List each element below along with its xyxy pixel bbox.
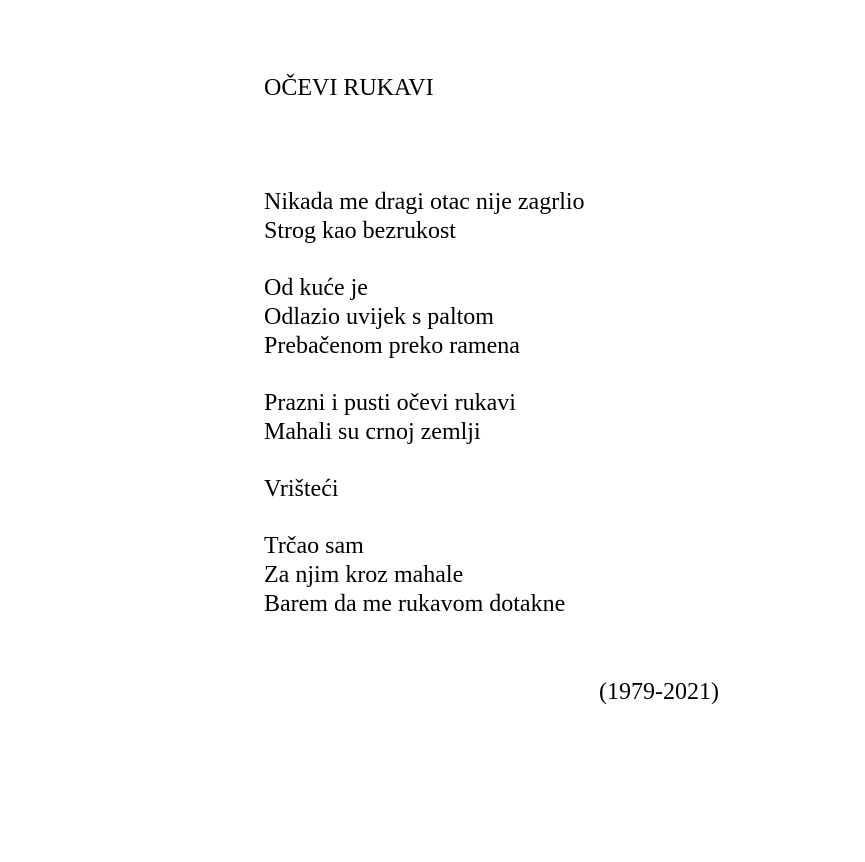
poem-line: Strog kao bezrukost [264, 218, 456, 244]
poem-line: Nikada me dragi otac nije zagrlio [264, 189, 585, 215]
poem-line: Odlazio uvijek s paltom [264, 304, 494, 330]
poem-line: Trčao sam [264, 533, 364, 559]
poem-line: Od kuće je [264, 275, 368, 301]
poem-line: Za njim kroz mahale [264, 562, 464, 588]
poem-body [264, 188, 585, 647]
stanza [264, 475, 585, 504]
stanza [264, 389, 585, 447]
poem-title: OČEVI RUKAVI [264, 75, 434, 101]
stanza [264, 274, 585, 361]
poem-years: (1979-2021) [599, 679, 719, 705]
poem-line: Mahali su crnoj zemlji [264, 419, 481, 445]
stanza [264, 188, 585, 246]
poem-line: Prazni i pusti očevi rukavi [264, 390, 516, 416]
poem-line: Barem da me rukavom dotakne [264, 591, 566, 617]
poem-line: Prebačenom preko ramena [264, 333, 520, 359]
poem-line: Vrišteći [264, 476, 339, 502]
stanza [264, 532, 585, 619]
